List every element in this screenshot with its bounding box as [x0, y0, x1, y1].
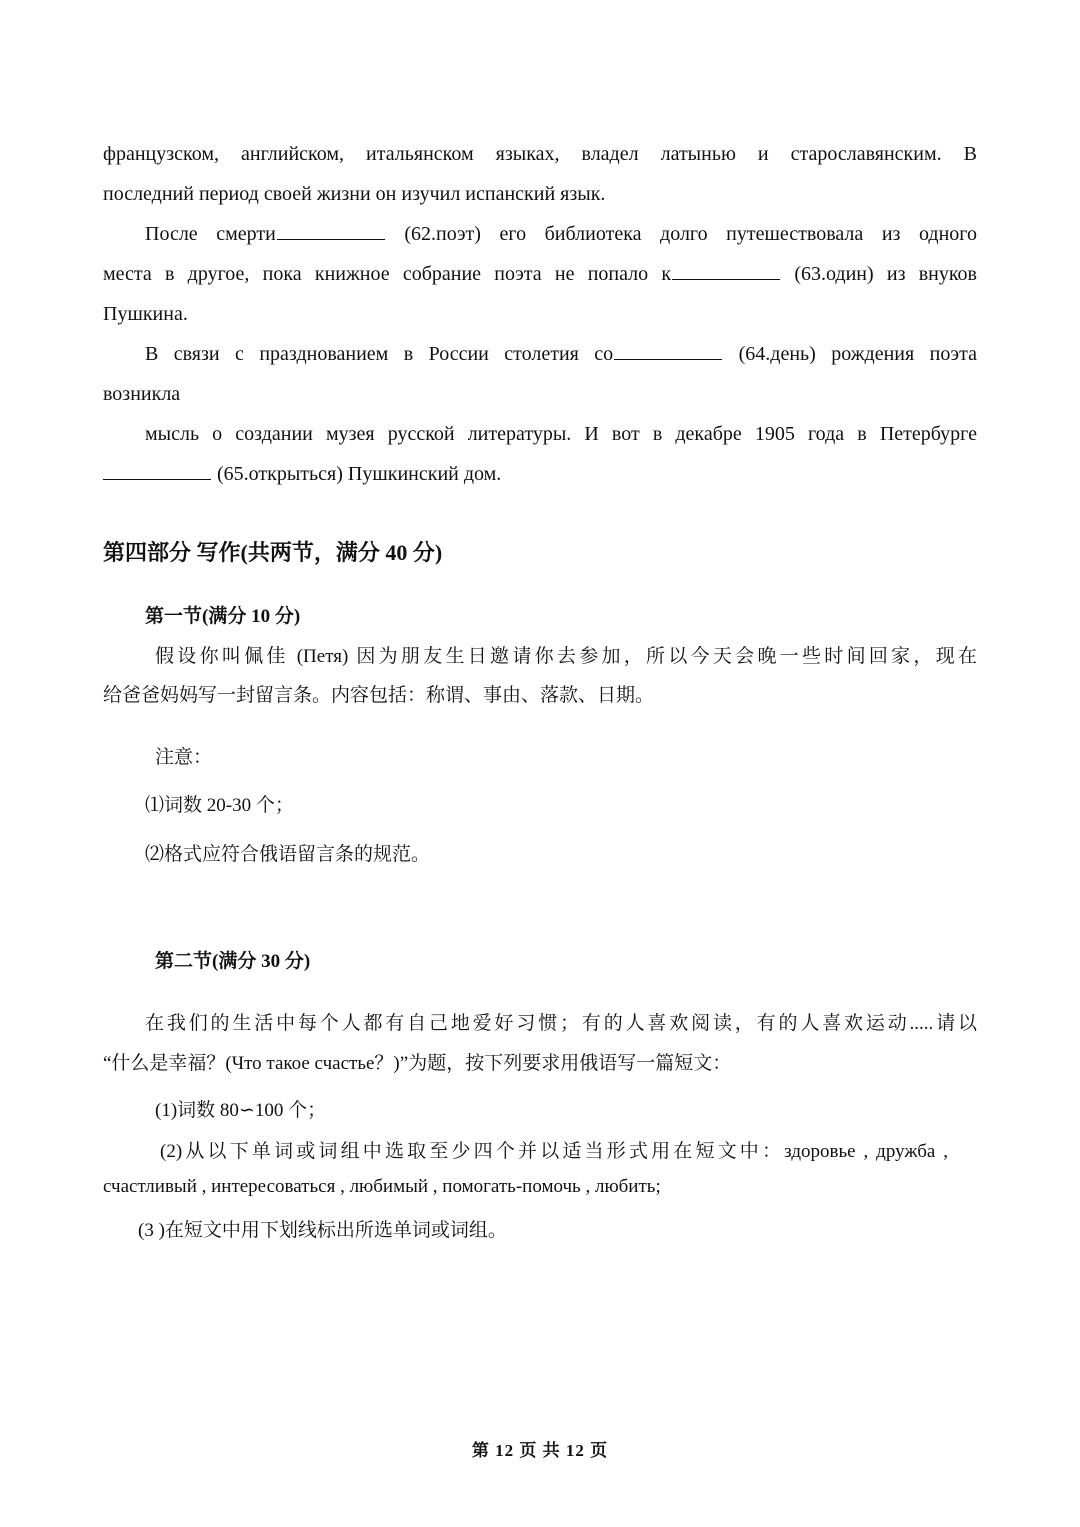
passage-paragraph-4-line-2: [103, 460, 501, 488]
section2-prompt-line-2: “什么是幸福？(Что такое счастье？)”为题，按下列要求用俄语写一篇短文：: [103, 1053, 732, 1074]
passage-text: места в другое, пока книжное собрание поэта не попало к: [103, 263, 672, 285]
section1-note-label: 注意：: [155, 747, 213, 768]
passage-paragraph-3-line-1: [145, 340, 977, 368]
section2-requirement-2-line-2: счастливый , интересоваться , любимый , помогать-помочь , любить;: [103, 1176, 661, 1197]
part4-heading: 第四部分 写作(共两节，满分 40 分): [103, 540, 443, 565]
passage-paragraph-2-line-2: [103, 260, 977, 288]
passage-text: (64.день) рождения поэта: [723, 343, 978, 365]
section1-note-2: ⑵格式应符合俄语留言条的规范。: [145, 844, 431, 865]
passage-line-1: французском, английском, итальянском языках, владел латынью и старославянским. В: [103, 143, 977, 165]
passage-text: (65.открыться) Пушкинский дом.: [212, 463, 502, 485]
passage-text: В связи с празднованием в России столетия со: [145, 343, 614, 365]
answer-blank-62[interactable]: [277, 221, 385, 240]
passage-paragraph-4-line-1: мысль о создании музея русской литературы. И вот в декабре 1905 года в Петербурге: [145, 423, 977, 445]
passage-paragraph-3-line-2: возникла: [103, 383, 181, 405]
passage-line-2: последний период своей жизни он изучил испанский язык.: [103, 183, 606, 205]
section2-requirement-1: (1)词数 80∽100 个；: [155, 1100, 327, 1121]
section2-prompt-line-1: 在我们的生活中每个人都有自己地爱好习惯；有的人喜欢阅读，有的人喜欢运动.....请以: [145, 1013, 977, 1034]
passage-text: (63.один) из внуков: [781, 263, 977, 285]
passage-text: После смерти: [145, 223, 276, 245]
section1-prompt-line-1: 假设你叫佩佳 (Петя) 因为朋友生日邀请你去参加，所以今天会晚一些时间回家，现在: [155, 646, 977, 667]
answer-blank-64[interactable]: [614, 341, 722, 360]
section1-heading: 第一节(满分 10 分): [145, 606, 301, 627]
answer-blank-63[interactable]: [672, 261, 780, 280]
passage-paragraph-2-line-3: Пушкина.: [103, 303, 188, 325]
passage-text: (62.поэт) его библиотека долго путешествовала из одного: [385, 223, 977, 245]
section2-requirement-3: (3 )在短文中用下划线标出所选单词或词组。: [138, 1220, 507, 1241]
section1-note-1: ⑴词数 20-30 个；: [145, 795, 294, 816]
section1-prompt-line-2: 给爸爸妈妈写一封留言条。内容包括：称谓、事由、落款、日期。: [103, 685, 655, 706]
answer-blank-65[interactable]: [103, 461, 211, 480]
page-number-footer: 第 12 页 共 12 页: [471, 1441, 609, 1460]
section2-requirement-2-line-1: (2)从以下单词或词组中选取至少四个并以适当形式用在短文中：здоровье , дружба ,: [160, 1141, 948, 1162]
section2-heading: 第二节(满分 30 分): [155, 951, 311, 972]
passage-paragraph-2-line-1: [145, 220, 977, 248]
